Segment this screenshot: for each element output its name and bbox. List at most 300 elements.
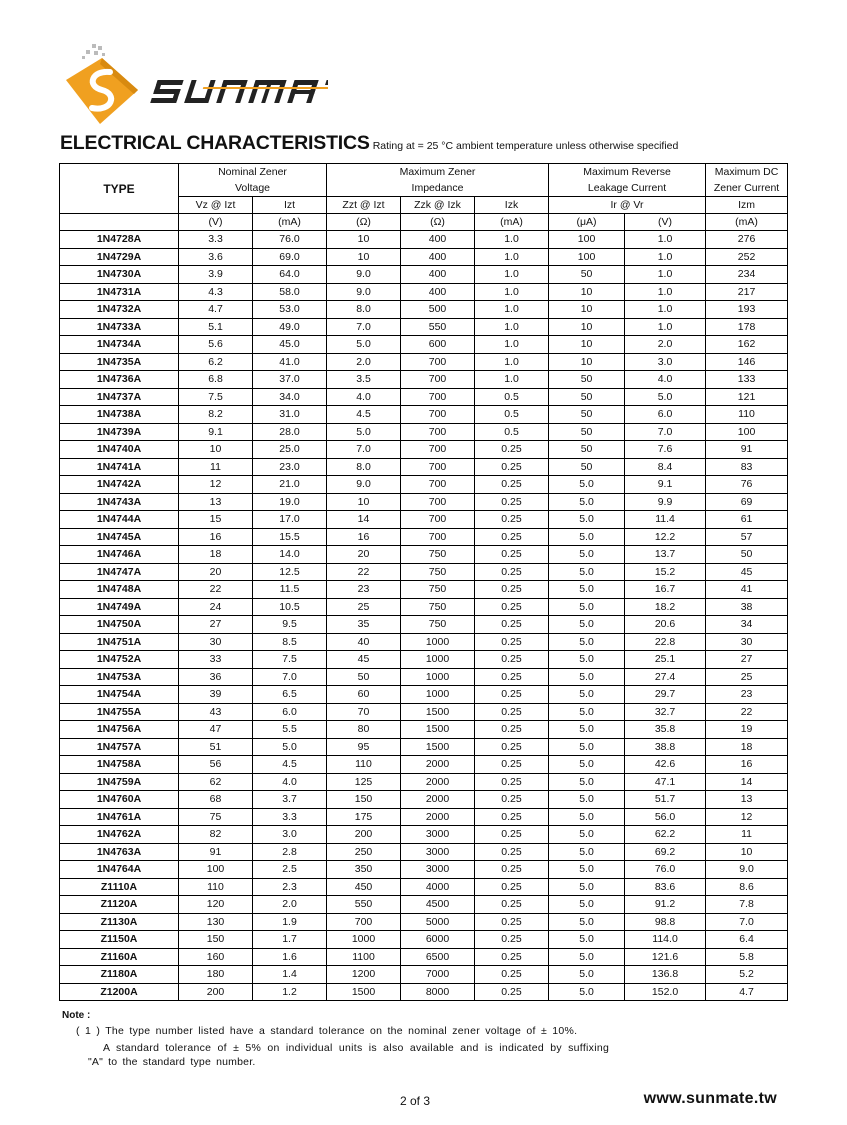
- cell-type: 1N4764A: [60, 861, 179, 879]
- cell-zzt: 150: [327, 791, 401, 809]
- cell-vz: 9.1: [179, 423, 253, 441]
- cell-type: 1N4734A: [60, 336, 179, 354]
- cell-izk: 0.25: [475, 721, 549, 739]
- cell-zzt: 200: [327, 826, 401, 844]
- cell-ir: 5.0: [549, 808, 625, 826]
- cell-vr: 9.9: [625, 493, 706, 511]
- table-row: [60, 336, 788, 354]
- cell-izt: 17.0: [253, 511, 327, 529]
- cell-vr: 27.4: [625, 668, 706, 686]
- cell-izk: 0.25: [475, 756, 549, 774]
- cell-zzt: 80: [327, 721, 401, 739]
- cell-type: 1N4760A: [60, 791, 179, 809]
- cell-vr: 152.0: [625, 983, 706, 1001]
- cell-izm: 178: [706, 318, 788, 336]
- cell-zzk: 700: [401, 423, 475, 441]
- cell-zzt: 450: [327, 878, 401, 896]
- table-row: [60, 423, 788, 441]
- cell-vr: 25.1: [625, 651, 706, 669]
- cell-ir: 5.0: [549, 791, 625, 809]
- cell-ir: 5.0: [549, 493, 625, 511]
- cell-ir: 5.0: [549, 931, 625, 949]
- cell-ir: 10: [549, 336, 625, 354]
- table-row: [60, 668, 788, 686]
- cell-zzt: 23: [327, 581, 401, 599]
- cell-vr: 98.8: [625, 913, 706, 931]
- cell-zzk: 3000: [401, 843, 475, 861]
- cell-izt: 15.5: [253, 528, 327, 546]
- table-row: [60, 808, 788, 826]
- cell-vz: 5.1: [179, 318, 253, 336]
- cell-izk: 1.0: [475, 371, 549, 389]
- page-title: ELECTRICAL CHARACTERISTICS: [60, 132, 370, 154]
- cell-type: 1N4754A: [60, 686, 179, 704]
- cell-vz: 10: [179, 441, 253, 459]
- cell-ir: 5.0: [549, 861, 625, 879]
- cell-izm: 83: [706, 458, 788, 476]
- cell-zzk: 1000: [401, 686, 475, 704]
- page-number: 2 of 3: [400, 1094, 431, 1108]
- cell-vz: 13: [179, 493, 253, 511]
- table-row: [60, 353, 788, 371]
- cell-izt: 3.0: [253, 826, 327, 844]
- cell-izm: 16: [706, 756, 788, 774]
- cell-vz: 6.2: [179, 353, 253, 371]
- cell-zzk: 4000: [401, 878, 475, 896]
- cell-vz: 82: [179, 826, 253, 844]
- cell-izt: 2.3: [253, 878, 327, 896]
- cell-zzt: 4.5: [327, 406, 401, 424]
- cell-izm: 22: [706, 703, 788, 721]
- sunmate-logo-icon: [58, 42, 328, 132]
- unit-zzk: (Ω): [401, 214, 475, 231]
- cell-zzt: 1500: [327, 983, 401, 1001]
- note-block: [62, 1010, 610, 1068]
- cell-vz: 68: [179, 791, 253, 809]
- cell-zzk: 4500: [401, 896, 475, 914]
- cell-izm: 276: [706, 231, 788, 249]
- cell-izk: 0.25: [475, 931, 549, 949]
- cell-vr: 12.2: [625, 528, 706, 546]
- cell-type: 1N4758A: [60, 756, 179, 774]
- cell-zzt: 8.0: [327, 301, 401, 319]
- cell-type: Z1130A: [60, 913, 179, 931]
- cell-vr: 47.1: [625, 773, 706, 791]
- cell-izm: 61: [706, 511, 788, 529]
- cell-izt: 9.5: [253, 616, 327, 634]
- cell-vr: 7.0: [625, 423, 706, 441]
- cell-izt: 49.0: [253, 318, 327, 336]
- param-ir-vr: Ir @ Vr: [549, 197, 706, 214]
- cell-zzk: 700: [401, 406, 475, 424]
- cell-izk: 0.25: [475, 948, 549, 966]
- table-row: [60, 248, 788, 266]
- cell-type: 1N4738A: [60, 406, 179, 424]
- param-izk: Izk: [475, 197, 549, 214]
- table-row: [60, 458, 788, 476]
- cell-vr: 6.0: [625, 406, 706, 424]
- cell-izt: 6.5: [253, 686, 327, 704]
- cell-vz: 56: [179, 756, 253, 774]
- cell-izk: 0.25: [475, 686, 549, 704]
- cell-ir: 10: [549, 318, 625, 336]
- cell-vz: 160: [179, 948, 253, 966]
- cell-type: 1N4728A: [60, 231, 179, 249]
- cell-type: 1N4741A: [60, 458, 179, 476]
- cell-ir: 50: [549, 458, 625, 476]
- table-row: [60, 931, 788, 949]
- sunmate-logo: [58, 42, 328, 132]
- impedance-header-1: Maximum Zener: [327, 164, 549, 181]
- cell-izk: 1.0: [475, 231, 549, 249]
- table-row: [60, 913, 788, 931]
- cell-type: 1N4755A: [60, 703, 179, 721]
- cell-izk: 0.25: [475, 616, 549, 634]
- cell-vz: 20: [179, 563, 253, 581]
- table-row: [60, 528, 788, 546]
- table-body: [60, 231, 788, 1001]
- cell-zzk: 6500: [401, 948, 475, 966]
- cell-vz: 22: [179, 581, 253, 599]
- cell-zzk: 6000: [401, 931, 475, 949]
- cell-izm: 76: [706, 476, 788, 494]
- note-line-1: ( 1 ) The type number listed have a standard tolerance on the nominal zener voltage of ± 10%.: [76, 1025, 578, 1037]
- cell-vr: 20.6: [625, 616, 706, 634]
- cell-type: 1N4761A: [60, 808, 179, 826]
- impedance-header-2: Impedance: [327, 180, 549, 197]
- cell-vr: 18.2: [625, 598, 706, 616]
- cell-vr: 76.0: [625, 861, 706, 879]
- cell-zzk: 1000: [401, 633, 475, 651]
- cell-type: 1N4744A: [60, 511, 179, 529]
- cell-vz: 3.3: [179, 231, 253, 249]
- cell-vz: 11: [179, 458, 253, 476]
- cell-vr: 91.2: [625, 896, 706, 914]
- cell-izm: 14: [706, 773, 788, 791]
- cell-izk: 0.25: [475, 546, 549, 564]
- table-row: [60, 703, 788, 721]
- cell-izt: 14.0: [253, 546, 327, 564]
- cell-vr: 11.4: [625, 511, 706, 529]
- cell-izm: 133: [706, 371, 788, 389]
- cell-izm: 11: [706, 826, 788, 844]
- cell-vz: 3.9: [179, 266, 253, 284]
- cell-type: 1N4729A: [60, 248, 179, 266]
- cell-izk: 0.5: [475, 406, 549, 424]
- cell-vr: 1.0: [625, 231, 706, 249]
- cell-zzk: 750: [401, 546, 475, 564]
- cell-zzk: 700: [401, 388, 475, 406]
- cell-zzt: 4.0: [327, 388, 401, 406]
- cell-zzt: 9.0: [327, 283, 401, 301]
- cell-zzk: 8000: [401, 983, 475, 1001]
- cell-zzt: 9.0: [327, 476, 401, 494]
- cell-izm: 18: [706, 738, 788, 756]
- cell-izt: 45.0: [253, 336, 327, 354]
- cell-type: 1N4747A: [60, 563, 179, 581]
- cell-type: 1N4735A: [60, 353, 179, 371]
- cell-izk: 0.25: [475, 791, 549, 809]
- cell-izm: 38: [706, 598, 788, 616]
- cell-vz: 51: [179, 738, 253, 756]
- cell-izt: 4.0: [253, 773, 327, 791]
- leakage-header-1: Maximum Reverse: [549, 164, 706, 181]
- table-row: [60, 511, 788, 529]
- cell-izm: 234: [706, 266, 788, 284]
- cell-izk: 1.0: [475, 318, 549, 336]
- cell-zzt: 5.0: [327, 336, 401, 354]
- table-row: [60, 301, 788, 319]
- cell-zzt: 95: [327, 738, 401, 756]
- cell-zzt: 125: [327, 773, 401, 791]
- cell-zzt: 110: [327, 756, 401, 774]
- cell-zzt: 700: [327, 913, 401, 931]
- table-row: [60, 406, 788, 424]
- cell-ir: 5.0: [549, 686, 625, 704]
- table-row: [60, 983, 788, 1001]
- cell-zzt: 1100: [327, 948, 401, 966]
- cell-izk: 0.25: [475, 808, 549, 826]
- cell-izt: 2.8: [253, 843, 327, 861]
- cell-vr: 3.0: [625, 353, 706, 371]
- cell-izt: 3.7: [253, 791, 327, 809]
- cell-ir: 100: [549, 248, 625, 266]
- cell-izt: 53.0: [253, 301, 327, 319]
- table-row: [60, 896, 788, 914]
- cell-ir: 50: [549, 388, 625, 406]
- param-izm: Izm: [706, 197, 788, 214]
- cell-type: 1N4739A: [60, 423, 179, 441]
- cell-vr: 22.8: [625, 633, 706, 651]
- cell-vr: 1.0: [625, 248, 706, 266]
- cell-izk: 0.5: [475, 388, 549, 406]
- cell-zzk: 700: [401, 371, 475, 389]
- cell-vr: 4.0: [625, 371, 706, 389]
- cell-izt: 34.0: [253, 388, 327, 406]
- cell-vz: 5.6: [179, 336, 253, 354]
- cell-ir: 5.0: [549, 528, 625, 546]
- cell-izk: 0.25: [475, 511, 549, 529]
- type-header: TYPE: [60, 164, 179, 214]
- cell-zzk: 700: [401, 458, 475, 476]
- table-row: [60, 948, 788, 966]
- cell-vr: 42.6: [625, 756, 706, 774]
- note-line-2: A standard tolerance of ± 5% on individual units is also available and is indicated by suffixing: [103, 1042, 610, 1054]
- table-row: [60, 598, 788, 616]
- nominal-voltage-header-1: Nominal Zener: [179, 164, 327, 181]
- cell-type: 1N4732A: [60, 301, 179, 319]
- cell-type: Z1180A: [60, 966, 179, 984]
- cell-izk: 1.0: [475, 353, 549, 371]
- cell-izt: 28.0: [253, 423, 327, 441]
- cell-izt: 64.0: [253, 266, 327, 284]
- param-izt: Izt: [253, 197, 327, 214]
- cell-vz: 24: [179, 598, 253, 616]
- zener-current-header-1: Maximum DC: [706, 164, 788, 181]
- cell-izm: 8.6: [706, 878, 788, 896]
- table-row: [60, 791, 788, 809]
- cell-vz: 8.2: [179, 406, 253, 424]
- cell-izm: 193: [706, 301, 788, 319]
- cell-vr: 1.0: [625, 318, 706, 336]
- cell-vz: 12: [179, 476, 253, 494]
- cell-type: 1N4752A: [60, 651, 179, 669]
- cell-izm: 19: [706, 721, 788, 739]
- cell-ir: 5.0: [549, 511, 625, 529]
- cell-izm: 110: [706, 406, 788, 424]
- table-row: [60, 651, 788, 669]
- cell-vz: 4.3: [179, 283, 253, 301]
- cell-ir: 10: [549, 283, 625, 301]
- cell-izk: 1.0: [475, 283, 549, 301]
- cell-izt: 4.5: [253, 756, 327, 774]
- table-row: [60, 266, 788, 284]
- cell-zzt: 175: [327, 808, 401, 826]
- cell-izm: 50: [706, 546, 788, 564]
- cell-izk: 0.25: [475, 563, 549, 581]
- cell-zzt: 10: [327, 248, 401, 266]
- cell-vr: 32.7: [625, 703, 706, 721]
- cell-ir: 5.0: [549, 598, 625, 616]
- cell-izt: 31.0: [253, 406, 327, 424]
- cell-izt: 7.0: [253, 668, 327, 686]
- cell-type: 1N4745A: [60, 528, 179, 546]
- cell-vz: 4.7: [179, 301, 253, 319]
- cell-type: 1N4742A: [60, 476, 179, 494]
- note-label: Note :: [62, 1010, 91, 1021]
- cell-vr: 8.4: [625, 458, 706, 476]
- cell-zzt: 35: [327, 616, 401, 634]
- cell-vz: 36: [179, 668, 253, 686]
- table-row: [60, 773, 788, 791]
- cell-vz: 100: [179, 861, 253, 879]
- cell-zzt: 250: [327, 843, 401, 861]
- cell-izm: 7.8: [706, 896, 788, 914]
- cell-vr: 69.2: [625, 843, 706, 861]
- cell-vr: 51.7: [625, 791, 706, 809]
- cell-zzk: 750: [401, 616, 475, 634]
- cell-izt: 1.4: [253, 966, 327, 984]
- cell-zzt: 22: [327, 563, 401, 581]
- cell-vr: 121.6: [625, 948, 706, 966]
- cell-zzt: 20: [327, 546, 401, 564]
- cell-type: 1N4731A: [60, 283, 179, 301]
- cell-ir: 5.0: [549, 913, 625, 931]
- cell-zzt: 3.5: [327, 371, 401, 389]
- cell-zzt: 40: [327, 633, 401, 651]
- cell-vr: 1.0: [625, 266, 706, 284]
- cell-vr: 13.7: [625, 546, 706, 564]
- cell-izk: 0.25: [475, 983, 549, 1001]
- cell-zzt: 45: [327, 651, 401, 669]
- table-row: [60, 861, 788, 879]
- cell-izk: 0.25: [475, 773, 549, 791]
- cell-izt: 23.0: [253, 458, 327, 476]
- cell-ir: 50: [549, 441, 625, 459]
- cell-zzt: 14: [327, 511, 401, 529]
- cell-izk: 0.25: [475, 878, 549, 896]
- note-line-3: "A" to the standard type number.: [88, 1056, 256, 1068]
- cell-izk: 1.0: [475, 248, 549, 266]
- cell-type: 1N4746A: [60, 546, 179, 564]
- cell-ir: 100: [549, 231, 625, 249]
- cell-izk: 0.25: [475, 913, 549, 931]
- cell-type: 1N4733A: [60, 318, 179, 336]
- cell-type: Z1160A: [60, 948, 179, 966]
- cell-izt: 2.0: [253, 896, 327, 914]
- cell-type: Z1200A: [60, 983, 179, 1001]
- cell-izk: 0.25: [475, 441, 549, 459]
- cell-zzt: 550: [327, 896, 401, 914]
- cell-zzt: 60: [327, 686, 401, 704]
- cell-zzk: 750: [401, 598, 475, 616]
- cell-ir: 5.0: [549, 843, 625, 861]
- cell-type: 1N4736A: [60, 371, 179, 389]
- table-row: [60, 388, 788, 406]
- cell-izm: 5.2: [706, 966, 788, 984]
- table-row: [60, 756, 788, 774]
- cell-ir: 5.0: [549, 826, 625, 844]
- table-row: [60, 546, 788, 564]
- cell-izm: 9.0: [706, 861, 788, 879]
- cell-vr: 83.6: [625, 878, 706, 896]
- cell-zzt: 1200: [327, 966, 401, 984]
- cell-izt: 5.0: [253, 738, 327, 756]
- cell-izt: 69.0: [253, 248, 327, 266]
- cell-izm: 121: [706, 388, 788, 406]
- cell-izt: 1.2: [253, 983, 327, 1001]
- cell-ir: 5.0: [549, 896, 625, 914]
- cell-izk: 1.0: [475, 266, 549, 284]
- cell-izt: 2.5: [253, 861, 327, 879]
- cell-izk: 0.25: [475, 581, 549, 599]
- cell-vz: 39: [179, 686, 253, 704]
- cell-izk: 1.0: [475, 301, 549, 319]
- unit-vr: (V): [625, 214, 706, 231]
- cell-zzk: 2000: [401, 791, 475, 809]
- cell-vz: 43: [179, 703, 253, 721]
- cell-zzk: 550: [401, 318, 475, 336]
- cell-vr: 136.8: [625, 966, 706, 984]
- cell-ir: 50: [549, 423, 625, 441]
- cell-zzk: 700: [401, 353, 475, 371]
- cell-ir: 10: [549, 353, 625, 371]
- cell-vz: 120: [179, 896, 253, 914]
- cell-type: 1N4763A: [60, 843, 179, 861]
- table-row: [60, 686, 788, 704]
- table-row: [60, 616, 788, 634]
- cell-ir: 50: [549, 266, 625, 284]
- cell-type: 1N4737A: [60, 388, 179, 406]
- table-row: [60, 721, 788, 739]
- cell-type: 1N4762A: [60, 826, 179, 844]
- cell-izm: 146: [706, 353, 788, 371]
- table-row: [60, 493, 788, 511]
- cell-vz: 130: [179, 913, 253, 931]
- cell-ir: 5.0: [549, 773, 625, 791]
- cell-izt: 58.0: [253, 283, 327, 301]
- unit-zzt: (Ω): [327, 214, 401, 231]
- cell-zzk: 400: [401, 231, 475, 249]
- cell-ir: 5.0: [549, 581, 625, 599]
- cell-vr: 35.8: [625, 721, 706, 739]
- cell-izk: 0.25: [475, 861, 549, 879]
- cell-zzt: 8.0: [327, 458, 401, 476]
- cell-izk: 0.25: [475, 738, 549, 756]
- cell-izk: 0.25: [475, 703, 549, 721]
- website-url: www.sunmate.tw: [643, 1090, 777, 1107]
- cell-izt: 12.5: [253, 563, 327, 581]
